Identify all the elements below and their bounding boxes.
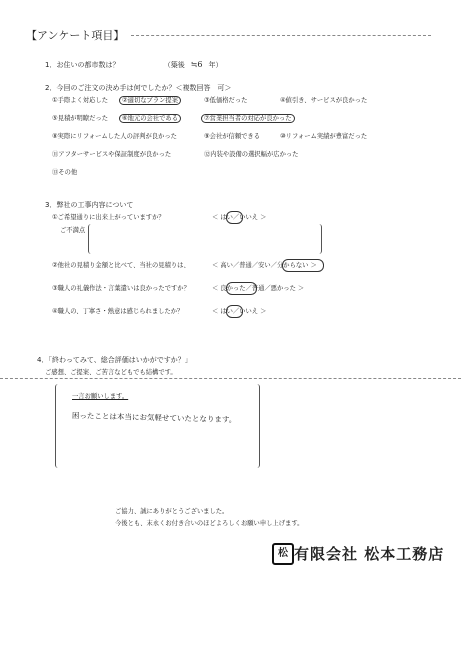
- answer-circle: [226, 282, 257, 295]
- section-divider: [0, 378, 461, 379]
- comment-text: 困ったことは本当にお気軽せていたとなります。: [71, 411, 237, 425]
- q2-option: ⑧実際にリフォームした人の評判が良かった: [52, 133, 177, 140]
- q2-label: 2．今回のご注文の決め手は何でしたか？＜複数回答 可＞: [45, 84, 232, 92]
- q3-dissatisfaction-label: ご不満点: [60, 227, 86, 234]
- q1-row: [45, 60, 223, 70]
- q2-option-selected: ②適切なプラン提案: [122, 97, 181, 105]
- q3-item-choices: ＜ 高い／普通／安い／分からない ＞: [212, 262, 317, 269]
- title-divider: [131, 35, 431, 36]
- q2-option: ⑨会社が信頼できる: [204, 133, 261, 140]
- closing-line-1: ご協力、誠にありがとうございました。: [115, 508, 229, 515]
- q3-item-text: ②他社の見積り金額と比べて、当社の見積りは、: [52, 262, 190, 269]
- q2-option: ③低価格だった: [204, 97, 248, 104]
- comment-title: 一言お願いします。: [72, 393, 129, 400]
- survey-title-text: 【アンケート項目】: [26, 29, 125, 42]
- dissatisfaction-box: [88, 224, 322, 254]
- q3-item-choices: ＜ 良かった／普通／悪かった ＞: [212, 285, 305, 292]
- q3-item-text: ③職人の礼儀作法・言葉遣いは良かったですか？: [52, 285, 190, 292]
- q1-label: 1．お住いの都市数は？: [45, 61, 120, 69]
- q2-option: ⑬その他: [52, 169, 78, 176]
- q4-sub: ご感想、ご提案、ご苦言などもでも結構です。: [45, 369, 177, 376]
- q3-label: 3．弊社の工事内容について: [45, 201, 134, 209]
- company-name-stamp: 有限会社 松本工務店: [294, 545, 445, 563]
- company-logo-icon: 松: [272, 543, 294, 565]
- q3-item-text: ④職人の、丁寧さ・熱意は感じられましたか？: [52, 308, 184, 315]
- q3-item-text: ①ご希望通りに出来上がっていますか？: [52, 214, 165, 221]
- q3-item-choices: ＜ はい／いいえ ＞: [212, 214, 267, 221]
- q3-item-choices: ＜ はい／いいえ ＞: [212, 308, 267, 315]
- q2-option: ①手際よく対応した: [52, 97, 109, 104]
- closing-line-2: 今後とも、末永くお付き合いのほどよろしくお願い申し上げます。: [115, 520, 304, 527]
- q2-option: ⑩リフォーム実績が豊富だった: [280, 133, 368, 140]
- q1-answer: （築後 ≒6 年）: [163, 60, 223, 69]
- answer-circle: [226, 305, 243, 318]
- q2-option: ⑪アフターサービスや保証制度が良かった: [52, 151, 172, 158]
- q2-option: ⑤見積が明瞭だった: [52, 115, 109, 122]
- q2-option-selected: ⑥地元の会社である: [122, 115, 181, 123]
- survey-title: [26, 27, 124, 43]
- answer-circle: [226, 211, 243, 224]
- q2-option: ⑫内装や設備の選択幅が広かった: [204, 151, 299, 158]
- answer-circle: [282, 259, 324, 272]
- q2-option: ④値引き、サービスが良かった: [280, 97, 368, 104]
- q4-label: 4．「終わってみて、総合評価はいかがですか？」: [37, 356, 192, 364]
- q2-option-selected: ⑦営業担当者の対応が良かった: [204, 115, 295, 123]
